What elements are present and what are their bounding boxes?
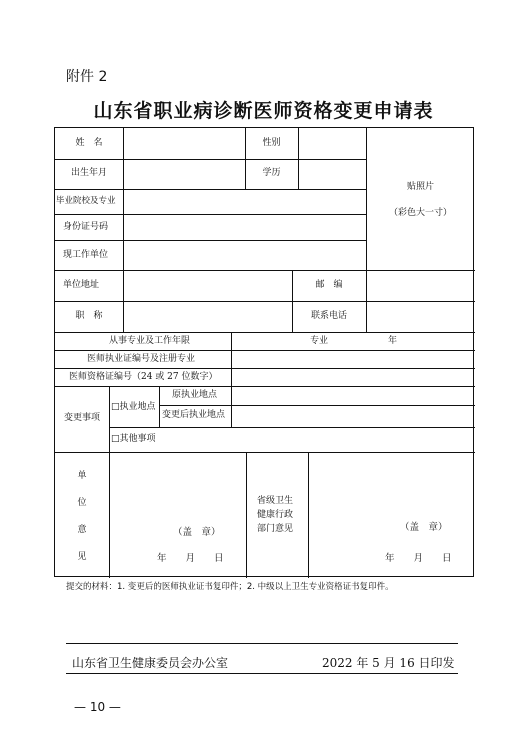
unit-opinion-char-2: 位: [77, 498, 87, 508]
practice-place-option[interactable]: □执业地点: [111, 402, 156, 412]
dept-date: 年 月 日: [385, 553, 452, 564]
major-label: 专业: [310, 336, 329, 346]
cert-label: 医师资格证编号（24 或 27 位数字）: [69, 372, 218, 382]
postcode-label: 邮 编: [315, 280, 343, 290]
unit-opinion-char-1: 单: [77, 471, 87, 481]
unit-opinion-char-4: 见: [77, 552, 87, 562]
unit-date: 年 月 日: [157, 553, 224, 564]
footer-top-rule: [66, 643, 458, 644]
school-label: 毕业院校及专业: [56, 196, 116, 206]
phone-label: 联系电话: [310, 311, 347, 321]
unit-opinion-char-3: 意: [77, 525, 87, 535]
birth-label: 出生年月: [70, 168, 107, 178]
position-title-label: 职 称: [75, 311, 103, 321]
address-label: 单位地址: [63, 280, 100, 290]
form-title: 山东省职业病诊断医师资格变更申请表: [93, 100, 434, 122]
change-items-label: 变更事项: [63, 413, 100, 423]
submission-note: 提交的材料：1. 变更后的医师执业证书复印件；2. 中级以上卫生专业资格证书复印件。: [66, 582, 394, 592]
page-number: — 10 —: [74, 700, 121, 714]
license-label: 医师执业证编号及注册专业: [87, 354, 196, 364]
footer-bottom-rule: [66, 673, 458, 674]
id-label: 身份证号码: [63, 222, 109, 232]
name-label: 姓 名: [75, 138, 103, 148]
education-label: 学历: [262, 168, 281, 178]
other-items-option[interactable]: □其他事项: [111, 434, 156, 444]
health-dept-label: 省级卫生健康行政部门意见: [257, 496, 294, 534]
old-place-label: 原执业地点: [172, 390, 218, 400]
photo-note: （彩色大一寸）: [388, 208, 452, 218]
dept-seal: （盖 章）: [400, 522, 448, 533]
application-form-table: [54, 127, 474, 577]
print-date: 2022 年 5 月 16 日印发: [322, 656, 455, 670]
years-label: 从事专业及工作年限: [109, 336, 191, 346]
gender-label: 性别: [262, 138, 281, 148]
year-label: 年: [388, 336, 398, 346]
new-place-label: 变更后执业地点: [162, 410, 226, 420]
issuing-office: 山东省卫生健康委员会办公室: [72, 656, 229, 670]
workplace-label: 现工作单位: [63, 250, 109, 260]
photo-label: 贴照片: [406, 182, 434, 192]
attachment-label: 附件 2: [66, 69, 108, 85]
unit-seal: （盖 章）: [173, 527, 221, 538]
